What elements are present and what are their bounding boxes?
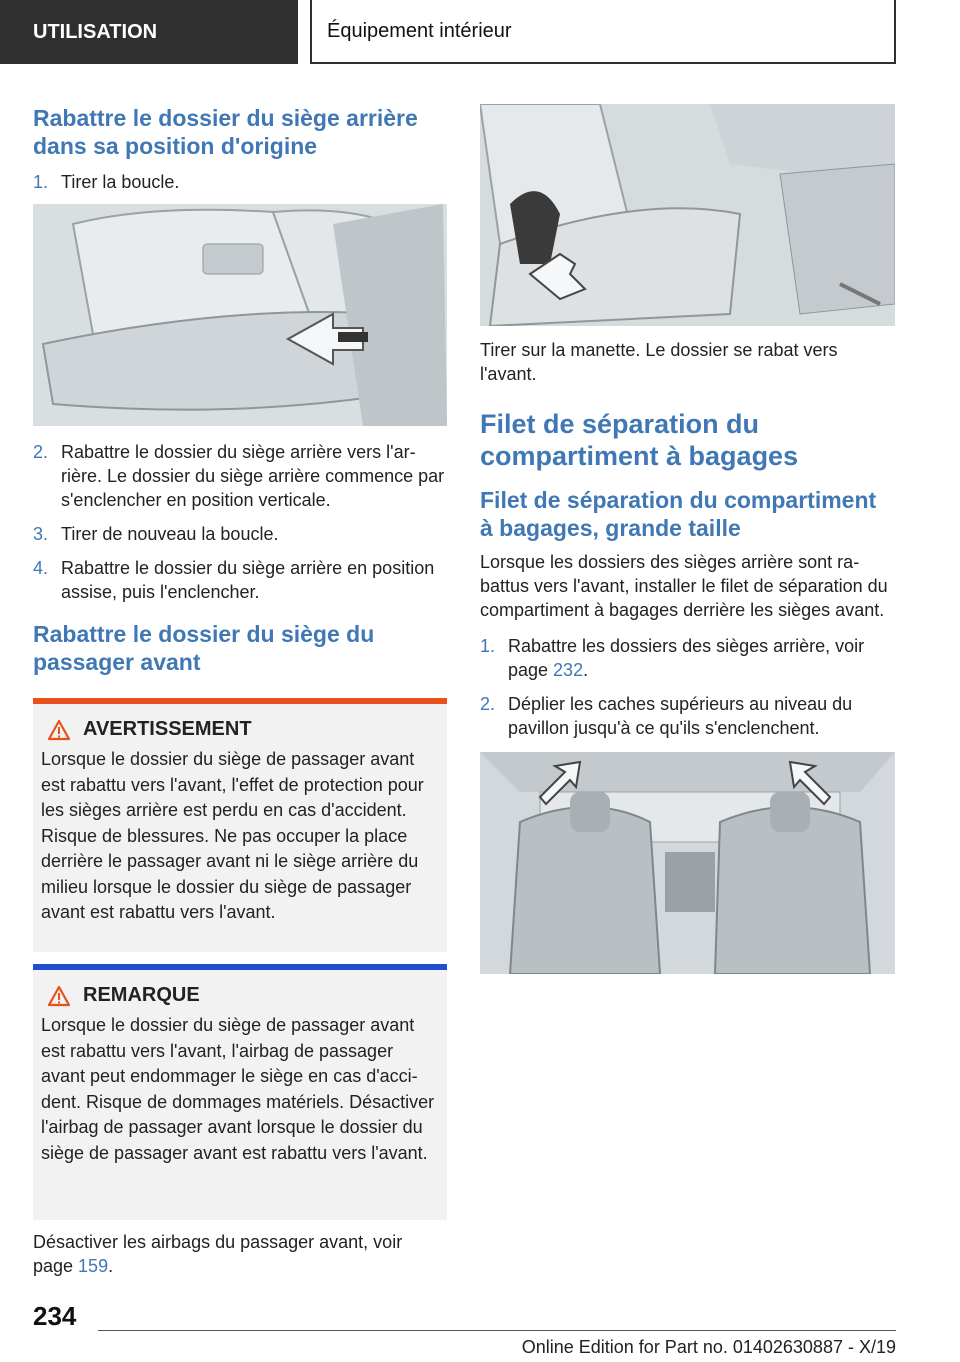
list-item: [33, 522, 447, 546]
warning-box: [33, 704, 447, 952]
warning-header: [41, 718, 437, 741]
edition-footer: Online Edition for Part no. 01402630887 - X/19: [521, 1337, 896, 1357]
step-number: 1.: [480, 636, 496, 656]
cargo-net-figure: [480, 752, 895, 974]
step-text-end: .: [583, 660, 589, 680]
list-item: [480, 634, 895, 682]
steps-list-b: [33, 440, 447, 604]
list-item: [480, 692, 895, 740]
section-title: UTILISATION: [33, 20, 158, 43]
heading-restore-rear-backrest: Rabattre le dossier du siège arrière dans sa position d'origine: [33, 105, 418, 159]
intro-paragraph: Lorsque les dossiers des sièges arrière sont rabattus vers l'avant, installer le filet de séparation du compartiment à bagages derrière les sièges avant.: [480, 552, 888, 620]
page-link-232[interactable]: 232: [553, 660, 584, 680]
step-number: 1.: [33, 172, 49, 192]
step-text: Rabattre le dossier du siège arrière en position assise, puis l'enclencher.: [61, 558, 435, 602]
step-text: Rabattre les dossiers des sièges arrière, voir page: [508, 636, 865, 680]
steps-list-c: [480, 634, 895, 740]
rear-seat-illustration: [33, 204, 447, 426]
page-link-159[interactable]: 159: [78, 1256, 109, 1276]
warning-triangle-icon: [47, 719, 71, 741]
list-item: [33, 556, 447, 604]
header-section-tab: [0, 0, 298, 64]
chapter-title: Équipement intérieur: [327, 19, 512, 42]
notice-callout: [33, 964, 447, 1220]
notice-title: REMARQUE: [83, 984, 200, 1006]
step-text: Déplier les caches supérieurs au niveau du pavillon jusqu'à ce qu'ils s'enclenchent.: [508, 694, 853, 738]
deactivate-airbag-paragraph: [33, 1230, 447, 1278]
warning-callout: [33, 698, 447, 952]
step-text: Tirer de nouveau la boucle.: [61, 524, 279, 544]
step-number: 2.: [480, 694, 496, 714]
notice-box: [33, 970, 447, 1220]
warning-triangle-icon: [47, 985, 71, 1007]
step-number: 4.: [33, 558, 49, 578]
warning-text: Lorsque le dossier du siège de passager avant est rabattu vers l'avant, l'effet de protection pour les sièges arrière est perdu en cas d'accident. Risque de blessures. Ne pas occuper la place derrière le passager avant ni le siège arrière du milieu lorsque le dossier du siège de passager avant est rabattu vers l'avant.: [41, 749, 424, 922]
rear-seat-buckle-figure: [33, 204, 447, 426]
heading-cargo-net: Filet de séparation du compartiment à bagages: [480, 409, 799, 471]
steps-list-a: [33, 170, 447, 194]
notice-text: Lorsque le dossier du siège de passager avant est rabattu vers l'avant, l'airbag de passager avant peut endommager le siège en cas d'accident. Risque de dommages matériels. Désactiver l'airbag de passager avant lorsque le dossier du siège de passager avant est rabattu vers l'avant.: [41, 1015, 435, 1163]
step-text: Rabattre le dossier du siège arrière vers l'arrière. Le dossier du siège arrière commence par s'enclencher en position verticale.: [61, 442, 445, 510]
list-item: [33, 170, 447, 194]
warning-title: AVERTISSEMENT: [83, 718, 252, 740]
header-chapter-box: [310, 0, 896, 64]
step-text: Tirer la boucle.: [61, 172, 180, 192]
cabin-interior-illustration: [480, 752, 895, 974]
footer-divider: [98, 1330, 896, 1331]
front-seat-illustration: [480, 104, 895, 326]
airbag-text-end: .: [108, 1256, 114, 1276]
notice-header: [41, 984, 437, 1007]
figure-caption: Tirer sur la manette. Le dossier se rabat vers l'avant.: [480, 340, 838, 384]
list-item: [33, 440, 447, 512]
heading-front-passenger-backrest: Rabattre le dossier du siège du passager avant: [33, 621, 375, 675]
passenger-seat-lever-figure: [480, 104, 895, 326]
page-number: 234: [33, 1301, 77, 1331]
right-column: [480, 104, 895, 974]
step-number: 3.: [33, 524, 49, 544]
left-column: [33, 104, 447, 1278]
step-number: 2.: [33, 442, 49, 462]
heading-cargo-net-large: Filet de séparation du compartiment à bagages, grande taille: [480, 487, 877, 541]
airbag-text: Désactiver les airbags du passager avant, voir page: [33, 1232, 403, 1276]
